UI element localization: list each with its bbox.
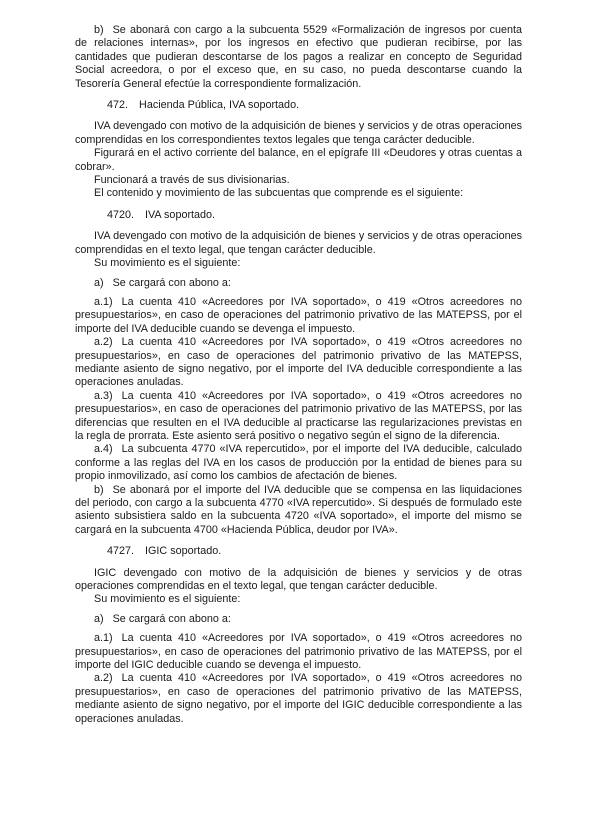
heading-text: IVA soportado. [145,208,216,221]
paragraph-text: Figurará en el activo corriente del balance, en el epígrafe III «Deudores y otras cuentas a cobrar». [75,147,522,173]
item-text: La cuenta 410 «Acreedores por IVA soportado», o 419 «Otros acreedores no presupuestarios», en caso de operaciones del patrimonio privativo de las MATEPSS, por las diferencias que resulten en el IVA deducible al practicarse las regularizaciones previstas en la regla de prorrata. Este asiento será positivo o negativo según el signo de la diferencia. [75,389,522,442]
item-text: La cuenta 410 «Acreedores por IVA soportado», o 419 «Otros acreedores no presupuestarios», en caso de operaciones del patrimonio privativo de las MATEPSS, mediante asiento de signo negativo, por el importe del IGIC deducible correspondiente a las operaciones anuladas. [75,672,522,725]
paragraph [75,187,522,200]
list-item [75,672,522,726]
list-item [75,277,522,290]
heading-text: IGIC soportado. [145,545,222,558]
paragraph [75,230,522,257]
item-label: a) [94,276,104,289]
item-text: La cuenta 410 «Acreedores por IVA soportado», o 419 «Otros acreedores no presupuestarios», en caso de operaciones del patrimonio privativo de las MATEPSS, por el importe del IGIC deducible cuando se devenga el impuesto. [75,632,522,672]
list-item [75,336,522,390]
list-item [75,613,522,626]
list-item [75,296,522,336]
paragraph [75,174,522,187]
item-text: Se abonará con cargo a la subcuenta 5529 «Formalización de ingresos por cuenta de relaciones internas», por los ingresos en efectivo que pudieran recibirse, por las cantidades que pudieran descontarse de los pagos a realizar en concepto de Seguridad Social acreedora, o por el exceso que, en su caso, no pueda descontarse cuando la Tesorería General efectúe la correspondiente formalización. [75,24,522,90]
list-item [75,632,522,672]
item-label: a.2) [94,672,113,685]
item-label: a.3) [94,389,113,402]
paragraph-text: IVA devengado con motivo de la adquisición de bienes y servicios y de otras operaciones comprendidas en los correspondientes textos legales que tenga carácter deducible. [75,120,522,146]
item-label: a.2) [94,336,113,349]
heading-text: Hacienda Pública, IVA soportado. [139,99,300,112]
list-item [75,484,522,538]
paragraph-text: Su movimiento es el siguiente: [94,593,241,606]
item-text: Se abonará por el importe del IVA deducible que se compensa en las liquidaciones del periodo, con cargo a la subcuenta 4770 «IVA repercutido». Si después de formulado este asiento subsistiera saldo en la subcuenta 4720 «IVA soportado», el importe del mismo se cargará en la subcuenta 4700 «Hacienda Pública, deudor por IVA». [75,483,522,536]
item-text: Se cargará con abono a: [112,612,231,625]
heading-number: 472. [107,99,129,112]
list-item [75,443,522,483]
paragraph [75,257,522,270]
item-text: La subcuenta 4770 «IVA repercutido», por el importe del IVA deducible, calculado conforme a las reglas del IVA en los casos de producción por la entidad de bienes para su propio inmovilizado, así como los cambios de afectación de bienes. [75,443,522,483]
item-text: La cuenta 410 «Acreedores por IVA soportado», o 419 «Otros acreedores no presupuestarios», en caso de operaciones del patrimonio privativo de las MATEPSS, por el importe del IVA deducible cuando se devenga el impuesto. [75,295,522,335]
paragraph-text: Funcionará a través de sus divisionarias. [94,174,290,187]
item-label: b) [94,24,104,36]
paragraph-text: El contenido y movimiento de las subcuentas que comprende es el siguiente: [94,187,464,200]
paragraph-text: IVA devengado con motivo de la adquisición de bienes y servicios y de otras operaciones comprendidas en el texto legal, que tengan carácter deducible. [75,230,522,256]
item-label: a.1) [94,632,113,645]
paragraph [75,593,522,606]
list-item [75,24,522,91]
section-heading [75,545,522,558]
item-label: a) [94,612,104,625]
section-heading [75,99,522,112]
paragraph-text: Su movimiento es el siguiente: [94,257,241,270]
paragraph [75,567,522,594]
paragraph-text: IGIC devengado con motivo de la adquisición de bienes y servicios y de otras operaciones comprendidas en el texto legal, que tengan carácter deducible. [75,566,522,593]
item-label: b) [94,483,104,496]
item-label: a.1) [94,295,113,308]
heading-number: 4720. [107,208,135,221]
heading-number: 4727. [107,545,135,558]
item-text: La cuenta 410 «Acreedores por IVA soportado», o 419 «Otros acreedores no presupuestarios», en caso de operaciones del patrimonio privativo de las MATEPSS, mediante asiento de signo negativo, por el importe del IVA deducible correspondiente a las operaciones anuladas. [75,336,522,389]
paragraph [75,120,522,147]
list-item [75,390,522,444]
paragraph [75,147,522,174]
item-label: a.4) [94,443,113,456]
item-text: Se cargará con abono a: [112,276,231,289]
section-heading [75,209,522,222]
